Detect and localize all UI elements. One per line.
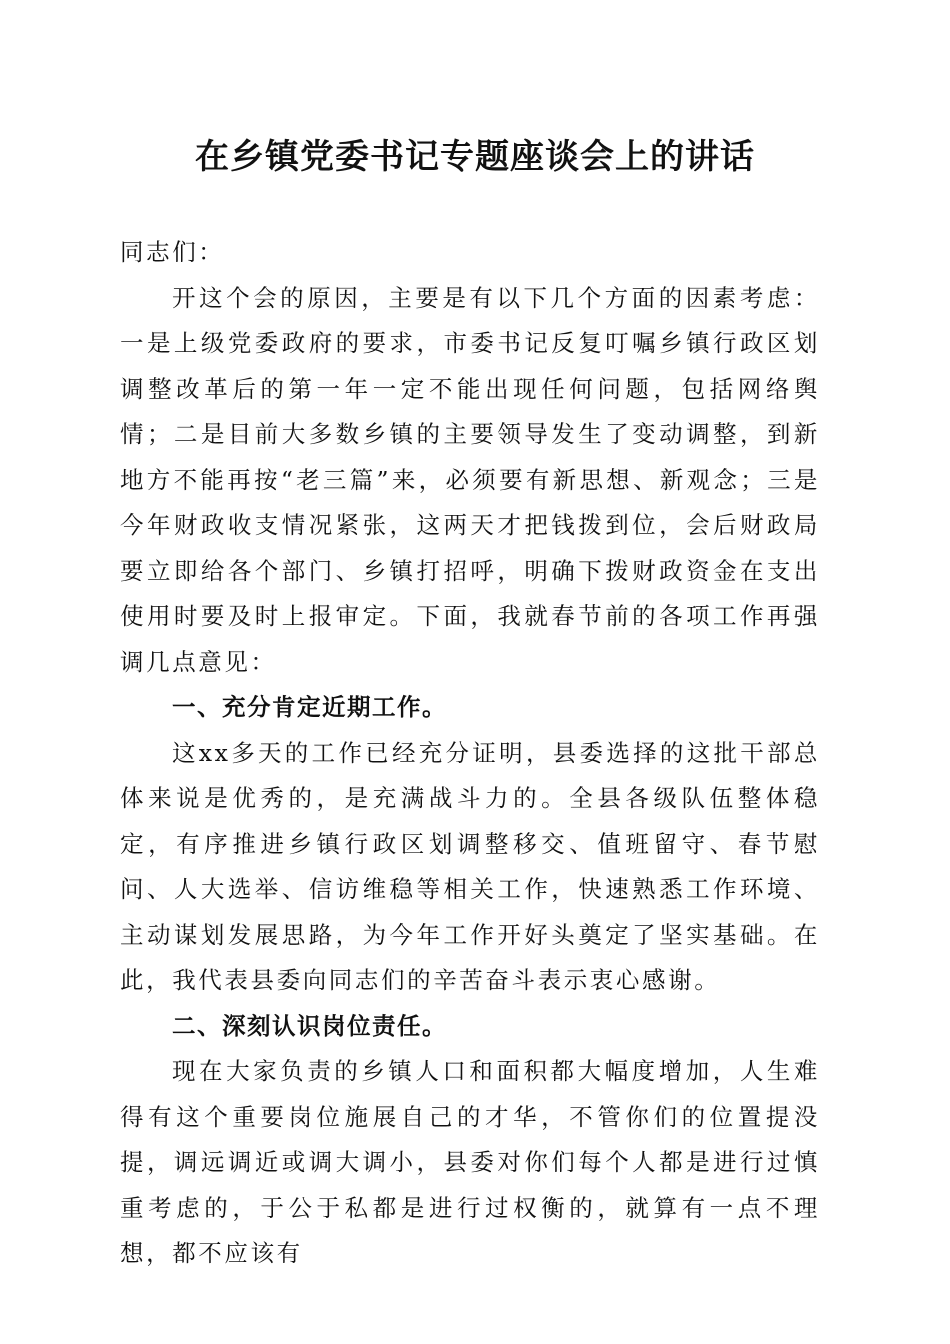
section-body-1: 这xx多天的工作已经充分证明，县委选择的这批干部总体来说是优秀的，是充满战斗力的。全县各级队伍整体稳定，有序推进乡镇行政区划调整移交、值班留守、春节慰问、人大选举、信访维稳等相关工作，快速熟悉工作环境、主动谋划发展思路，为今年工作开好头奠定了坚实基础。在此，我代表县委向同志们的辛苦奋斗表示衷心感谢。 bbox=[120, 738, 820, 994]
document-title: 在乡镇党委书记专题座谈会上的讲话 bbox=[195, 137, 755, 177]
salutation: 同志们： bbox=[120, 238, 225, 266]
section-body-2: 现在大家负责的乡镇人口和面积都大幅度增加，人生难得有这个重要岗位施展自己的才华，不管你们的位置提没提，调远调近或调大调小，县委对你们每个人都是进行过慎重考虑的，于公于私都是进行过权衡的，就算有一点不理想，都不应该有 bbox=[120, 1057, 820, 1267]
section-heading-1: 一、充分肯定近期工作。 bbox=[172, 693, 447, 721]
section-heading-2: 二、深刻认识岗位责任。 bbox=[172, 1011, 447, 1040]
document-body bbox=[120, 230, 820, 1277]
intro-paragraph: 开这个会的原因，主要是有以下几个方面的因素考虑：一是上级党委政府的要求，市委书记反复叮嘱乡镇行政区划调整改革后的第一年一定不能出现任何问题，包括网络舆情；二是目前大多数乡镇的主要领导发生了变动调整，到新地方不能再按“老三篇”来，必须要有新思想、新观念；三是今年财政收支情况紧张，这两天才把钱拨到位，会后财政局要立即给各个部门、乡镇打招呼，明确下拨财政资金在支出使用时要及时上报审定。下面，我就春节前的各项工作再强调几点意见： bbox=[120, 283, 820, 676]
